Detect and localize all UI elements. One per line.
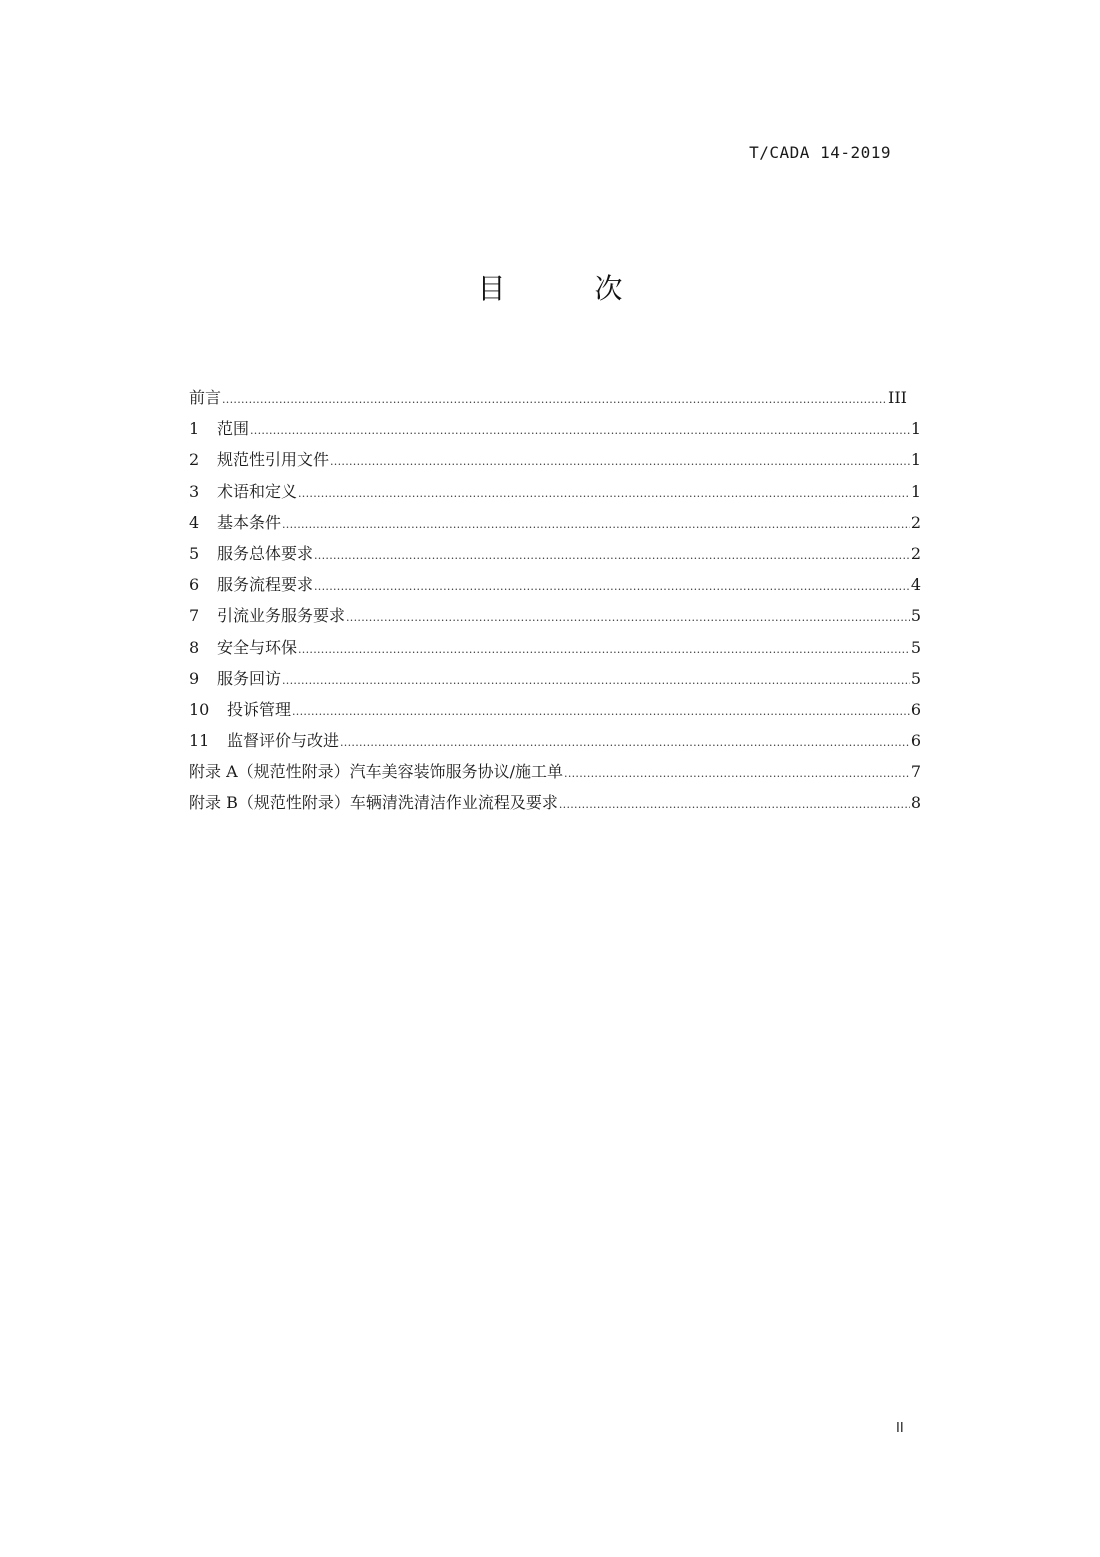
toc-entry-number: 8	[189, 637, 200, 657]
toc-entry-preface[interactable]	[189, 382, 921, 413]
toc-entry-title: 监督评价与改进	[227, 731, 340, 751]
dot-leader	[314, 540, 910, 571]
toc-entry-normative-references[interactable]	[189, 444, 921, 475]
dot-leader	[298, 478, 910, 509]
toc-entry-title: 服务流程要求	[217, 575, 314, 595]
toc-entry-title: 投诉管理	[227, 699, 292, 719]
toc-entry-page: 8	[910, 793, 921, 813]
toc-entry-complaint-management[interactable]	[189, 694, 921, 725]
toc-entry-title: 安全与环保	[217, 637, 298, 657]
dot-leader	[314, 571, 910, 602]
toc-entry-page: 6	[910, 731, 921, 751]
toc-entry-number: 10	[189, 699, 210, 719]
dot-leader	[340, 727, 910, 758]
toc-entry-title: 范围	[217, 419, 250, 439]
toc-entry-number: 4	[189, 512, 200, 532]
toc-entry-title: 附录 A（规范性附录）汽车美容装饰服务协议/施工单	[189, 762, 564, 782]
toc-entry-number: 9	[189, 668, 200, 688]
toc-entry-safety-environment[interactable]	[189, 632, 921, 663]
toc-entry-page: 4	[910, 575, 921, 595]
standard-code: T/CADA 14-2019	[749, 143, 891, 162]
dot-leader	[282, 665, 910, 696]
toc-entry-service-follow-up[interactable]	[189, 663, 921, 694]
dot-leader	[222, 384, 887, 415]
dot-leader	[564, 758, 910, 789]
toc-title: 目 次	[477, 271, 663, 305]
toc-entry-general-service-requirements[interactable]	[189, 538, 921, 569]
toc-entry-page: 2	[910, 543, 921, 563]
toc-entry-service-process-requirements[interactable]	[189, 569, 921, 600]
toc-entry-number: 3	[189, 481, 200, 501]
toc-entry-page: 7	[910, 762, 921, 782]
toc-entry-appendix-a[interactable]	[189, 756, 921, 787]
toc-entry-page: 1	[910, 419, 921, 439]
toc-entry-scope[interactable]	[189, 413, 921, 444]
dot-leader	[346, 602, 910, 633]
page-number: II	[896, 1421, 904, 1436]
dot-leader	[298, 634, 910, 665]
table-of-contents	[189, 382, 921, 819]
toc-entry-page: 5	[910, 637, 921, 657]
toc-entry-appendix-b[interactable]	[189, 787, 921, 818]
toc-entry-title: 术语和定义	[217, 481, 298, 501]
toc-entry-supervision-improvement[interactable]	[189, 725, 921, 756]
dot-leader	[250, 415, 910, 446]
toc-entry-terms-definitions[interactable]	[189, 476, 921, 507]
toc-entry-page: III	[888, 388, 907, 407]
toc-entry-page: 1	[910, 481, 921, 501]
dot-leader	[330, 446, 910, 477]
toc-entry-page: 5	[910, 606, 921, 626]
toc-entry-number: 1	[189, 419, 200, 439]
dot-leader	[559, 789, 910, 820]
toc-entry-page: 1	[910, 450, 921, 470]
toc-entry-title: 服务回访	[217, 668, 282, 688]
toc-entry-basic-conditions[interactable]	[189, 507, 921, 538]
toc-entry-title: 引流业务服务要求	[217, 606, 346, 626]
toc-entry-title: 前言	[189, 388, 222, 407]
dot-leader	[282, 509, 910, 540]
toc-entry-page: 6	[910, 699, 921, 719]
toc-entry-title: 规范性引用文件	[217, 450, 330, 470]
toc-entry-page: 5	[910, 668, 921, 688]
toc-entry-page: 2	[910, 512, 921, 532]
toc-entry-number: 5	[189, 543, 200, 563]
toc-entry-number: 2	[189, 450, 200, 470]
dot-leader	[292, 696, 910, 727]
toc-entry-number: 6	[189, 575, 200, 595]
toc-entry-title: 基本条件	[217, 512, 282, 532]
toc-entry-number: 11	[189, 731, 210, 751]
toc-entry-referral-service-requirements[interactable]	[189, 600, 921, 631]
toc-entry-title: 附录 B（规范性附录）车辆清洗清洁作业流程及要求	[189, 793, 558, 813]
toc-entry-title: 服务总体要求	[217, 543, 314, 563]
toc-entry-number: 7	[189, 606, 200, 626]
